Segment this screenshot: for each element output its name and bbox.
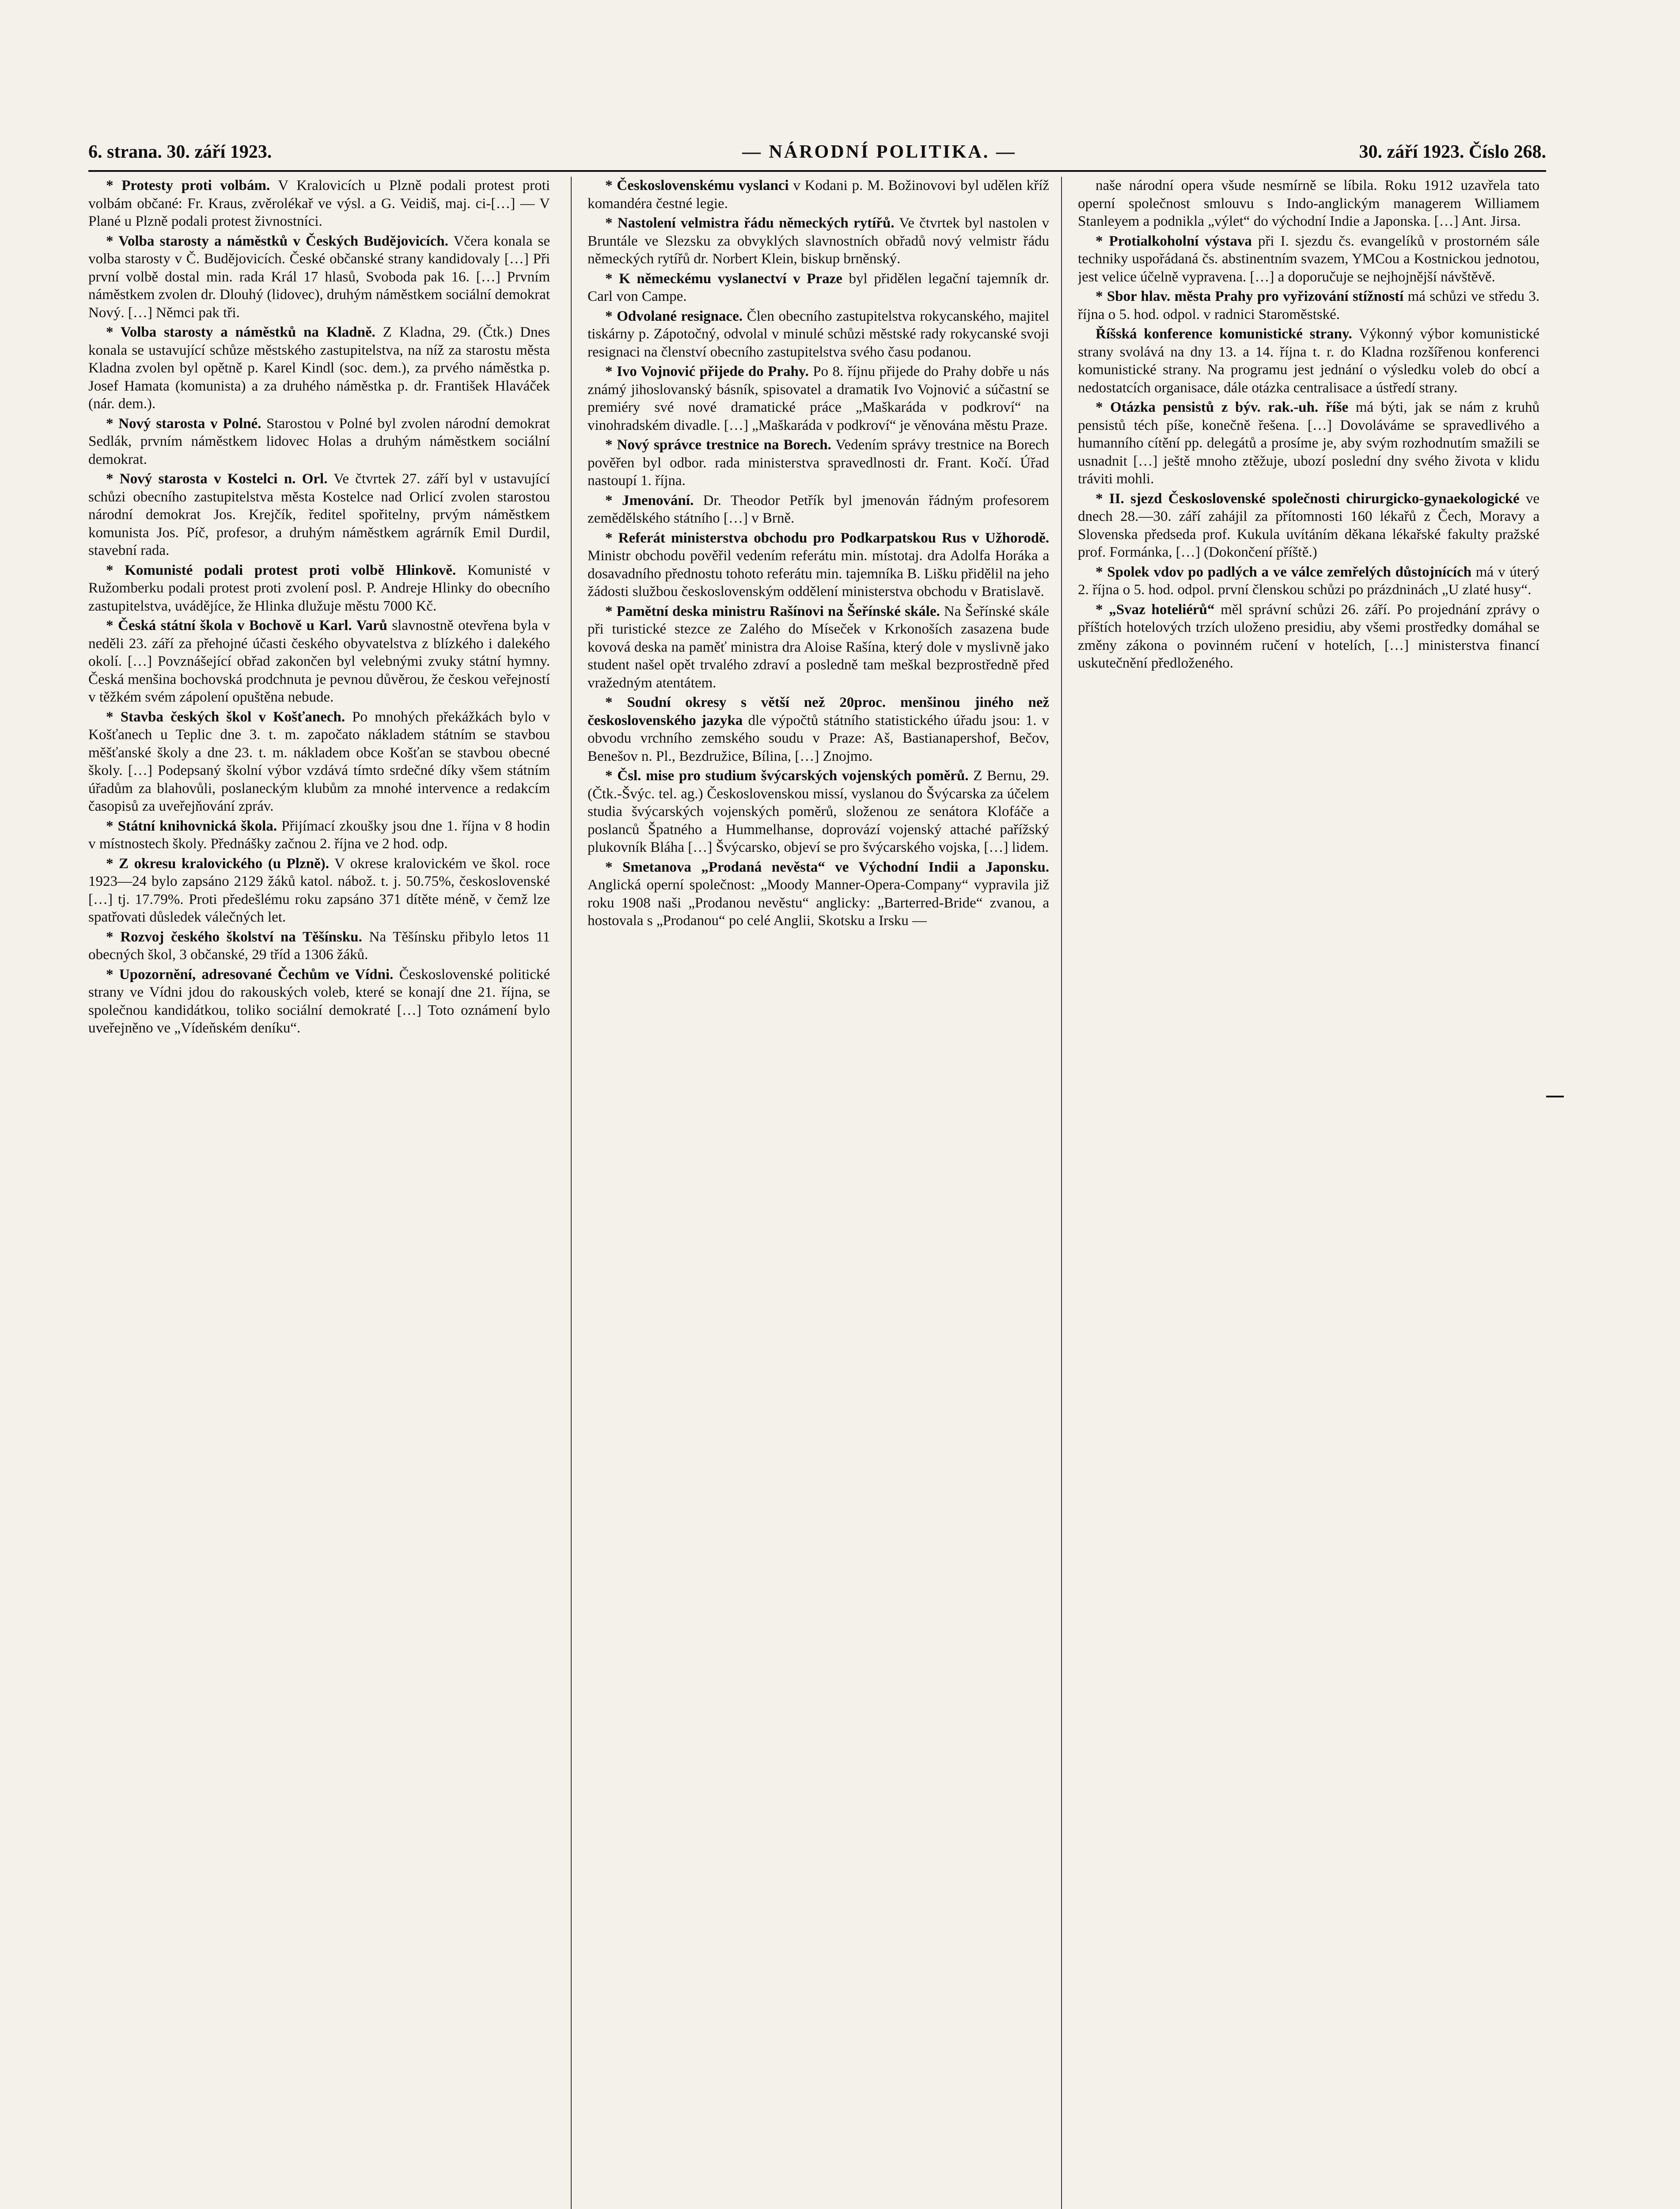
article-text: ve dnech 28.—30. září zahájil za přítomnosti 160 lékařů z Čech, Moravy a Slovenska předseda prof. Kukula uvítáním děkana lékařské fakulty pražské prof. Formánka, […] (Dokončení příště.): [1078, 490, 1540, 560]
article-text: Ministr obchodu pověřil vedením referátu min. místotaj. dra Adolfa Horáka a dosavadního přednostu tohoto referátu min. tajemníka B. Lišku přidělil na jeho žádosti službou československým oddělení ministerstva obchodu v Bratislavě.: [588, 548, 1049, 600]
article: [88, 177, 550, 231]
article: [88, 817, 550, 853]
article: [588, 529, 1049, 601]
article: [88, 470, 550, 560]
article-text: Po 8. říjnu přijede do Prahy dobře u nás známý jihoslovanský básník, spisovatel a dramatik Ivo Vojnović a súčastní se premiéry své nové dramatické práce „Maškaráda v podkroví“ na vinohradském divadle. […] „Maškaráda v podkroví“ je věnována městu Praze.: [588, 364, 1049, 433]
column-2: [588, 177, 1049, 2209]
article-text: Anglická operní společnost: „Moody Manner-Opera-Company“ vypravila již roku 1908 naši „Prodanou nevěstu“ anglicky: „Barterred-Bride“ zvanou, a hostovala s „Prodanou“ po celé Anglii, Skotsku a Irsku —: [588, 877, 1049, 929]
article: [588, 363, 1049, 434]
article: [88, 415, 550, 469]
article-headline: * Nastolení velmistra řádu německých rytířů.: [605, 215, 895, 231]
article-headline: * Nový starosta v Kostelci n. Orl.: [106, 471, 328, 487]
article-text: Přijímací zkoušky jsou dne 1. října v 8 hodin v místnostech školy. Přednášky začnou 2. října ve 2 hod. odp.: [88, 818, 550, 852]
article-headline: * Odvolané resignace.: [605, 308, 743, 324]
article: [88, 323, 550, 413]
article-text: dle výpočtů státního statistického úřadu jsou: 1. v obvodu vrchního zemského soudu v Praze: Aš, Bastianapershof, Bečov, Benešov n. Pl., Bezdružice, Bílina, […] Znojmo.: [588, 712, 1049, 764]
article-headline: * Volba starosty a náměstků v Českých Budějovicích.: [106, 233, 448, 249]
article-text: Československé politické strany ve Vídni jdou do rakouských voleb, které se konají dne 21. října, se společnou kandidátkou, toliko sociální demokraté […] Toto oznámení bylo uveřejněno ve „Vídeňském deníku“.: [88, 966, 550, 1036]
article-headline: * Sbor hlav. města Prahy pro vyřizování stížností: [1096, 288, 1404, 304]
article: [588, 177, 1049, 213]
article-headline: * Ivo Vojnović přijede do Prahy.: [605, 364, 809, 380]
article: [1078, 232, 1540, 286]
column-divider: [571, 177, 572, 2209]
article-text: Včera konala se volba starosty v Č. Budějovicích. České občanské strany kandidovaly […] Při první volbě dostal min. rada Král 17 hlasů, Svoboda pak 16. […] Prvním náměstkem zvolen dr. Dlouhý (lidovec), druhým náměstkem sociální demokrat Nový. […] Němci pak tři.: [88, 233, 550, 321]
article-text: V okrese kralovickém ve škol. roce 1923—24 bylo zapsáno 2129 žáků katol. nábož. t. j. 50.75%, československé […] tj. 17.79%. Proti předešlému roku zapsáno 371 dítěte méně, v čemž lze spatřovati důsledek válečných let.: [88, 855, 550, 925]
article-headline: * Československému vyslanci: [605, 178, 789, 194]
article-text: Komunisté v Ružomberku podali protest proti zvolení posl. P. Andreje Hlinky do obecního zastupitelstva, uvádějíce, že Hlinka dlužuje městu 7000 Kč.: [88, 562, 550, 614]
article-text: Vedením správy trestnice na Borech pověřen byl odbor. rada ministerstva spravedlnosti dr. Frant. Kočí. Úřad nastoupí 1. října.: [588, 437, 1049, 489]
article: [588, 436, 1049, 490]
article-text: naše národní opera všude nesmírně se líbila. Roku 1912 uzavřela tato operní společnost smlouvu s Indo-anglickým managerem Williamem Stanleyem a podnikla „výlet“ do východní Indie a Japonska. […] Ant. Jirsa.: [1078, 178, 1540, 229]
article-headline: * Smetanova „Prodaná nevěsta“ ve Východní Indii a Japonsku.: [605, 859, 1049, 875]
article-text: byl přidělen legační tajemník dr. Carl von Campe.: [588, 270, 1049, 304]
article-text: Na Šeřínské skále při turistické stezce ze Zalého do Míseček v Krkonoších zasazena bude kovová deska na paměť ministra dra Aloise Rašína, který dole v myslivně jako student našel opět trvalého zdraví a posledně tam meškal bezprostředně před vražedným atentátem.: [588, 603, 1049, 691]
article-headline: * Pamětní deska ministru Rašínovi na Šeřínské skále.: [605, 603, 940, 619]
column-3: [1078, 177, 1540, 2209]
article: [1078, 177, 1540, 231]
article-headline: Říšská konference komunistické strany.: [1096, 326, 1352, 342]
article: [88, 617, 550, 706]
article-headline: * „Svaz hoteliérů“: [1096, 601, 1215, 618]
header-masthead: — NÁRODNÍ POLITIKA. —: [742, 142, 1016, 162]
article: [88, 928, 550, 964]
article: [588, 858, 1049, 930]
article-text: při I. sjezdu čs. evangelíků v prostorném sále techniky uspořádaná čs. abstinentním svazem, YMCou a Kostnickou jednotou, jest velice účelně vypravena. […] a doporučuje se nejhojnější návštěvě.: [1078, 233, 1540, 285]
article: [588, 767, 1049, 857]
article-text: Po mnohých překážkách bylo v Košťanech u Teplic dne 3. t. m. započato nákladem státním se stavbou měšťanské školy a dne 23. t. m. nákladem obce Košťan se stavbou obecné školy. […] Podepsaný školní výbor vzdává tímto srdečné díky všem státním úřadům za blahovůli, poslaneckým klubům za mnohé intervence a redakcím časopisů za uveřejňování zpráv.: [88, 709, 550, 814]
article: [1078, 399, 1540, 488]
column-divider: [1061, 177, 1062, 2209]
article-headline: * Protialkoholní výstava: [1096, 233, 1252, 249]
column-1: [88, 177, 550, 2209]
article-text: má v úterý 2. října o 5. hod. odpol. první členskou schůzi po prázdninách „U zlaté husy“.: [1078, 564, 1540, 598]
article-headline: * Otázka pensistů z býv. rak.-uh. říše: [1096, 399, 1349, 415]
article-headline: * Stavba českých škol v Košťanech.: [106, 709, 345, 725]
article: [588, 603, 1049, 692]
article: [1078, 563, 1540, 599]
article: [88, 562, 550, 615]
article-headline: * Čsl. mise pro studium švýcarských vojenských poměrů.: [605, 768, 969, 784]
header-left: 6. strana. 30. září 1923.: [88, 142, 272, 162]
article-text: Z Bernu, 29. (Čtk.-Švýc. tel. ag.) Československou missí, vyslanou do Švýcarska za účelem studia švýcarských vojenských poměrů, složenou ze senátora Klofáče a poslanců Špatného a Hummelhanse, doprovází vojenský attaché pařížský plukovník Bláha […] Švýcarsko, objeví se pro švýcarského vojska, […] lidem.: [588, 768, 1049, 855]
article: [88, 966, 550, 1037]
article-headline: * Státní knihovnická škola.: [106, 818, 277, 834]
article-text: Na Těšínsku přibylo letos 11 obecných škol, 3 občanské, 29 tříd a 1306 žáků.: [88, 929, 550, 963]
article: [588, 214, 1049, 268]
article-text: slavnostně otevřena byla v neděli 23. září za přehojné účasti českého obyvatelstva z blízkého i dalekého okolí. […] Povznášející obřad zakončen byl velebnými zvuky státní hymny. Česká menšina bochovská prodchnuta je pevnou důvěrou, že českou veřejností v těžkém svém zápolení opuštěna nebude.: [88, 618, 550, 705]
article-headline: * Rozvoj českého školství na Těšínsku.: [106, 929, 362, 945]
article: [88, 708, 550, 816]
article-headline: * Nový starosta v Polné.: [106, 415, 262, 432]
article-text: Ve čtvrtek byl nastolen v Bruntále ve Slezsku za obvyklých slavnostních obřadů nový velmistr řádu německých rytířů dr. Norbert Klein, biskup brněnský.: [588, 215, 1049, 267]
article-text: Dr. Theodor Petřík byl jmenován řádným profesorem zemědělského státního […] v Brně.: [588, 492, 1049, 526]
article-text: Ve čtvrtek 27. září byl v ustavující schůzi obecního zastupitelstva města Kostelce nad Orlicí zvolen starostou národní demokrat Jos. Krejčík, ředitel spořitelny, prvým náměstkem komunista Jos. Píč, profesor, a druhým náměstkem agrárník Emil Durdil, stavební rada.: [88, 471, 550, 558]
article-headline: * Soudní okresy s větší než 20proc. menšinou jiného než československého jazyka: [588, 695, 1049, 729]
article-headline: * Volba starosty a náměstků na Kladně.: [106, 324, 375, 340]
article-headline: * Jmenování.: [605, 492, 694, 509]
article-text: Člen obecního zastupitelstva rokycanského, majitel tiskárny p. Zápotočný, odvolal v minulé schůzi městské rady rokycanské svoji resignaci na členství obecního zastupitelstva svého času podanou.: [588, 308, 1049, 360]
article-text: V Kralovicích u Plzně podali protest proti volbám občané: Fr. Kraus, zvěrolékař ve výsl. a G. Veidiš, maj. ci-[…] — V Plané u Plzně podali protest živnostníci.: [88, 178, 550, 229]
article-text: Starostou v Polné byl zvolen národní demokrat Sedlák, prvním náměstkem lidovec Holas a druhým náměstkem sociální demokrat.: [88, 415, 550, 467]
article: [588, 307, 1049, 361]
article-text: měl správní schůzi 26. září. Po projednání zprávy o příštích hotelových trzích uloženo presidiu, aby všemi prostředky domáhal se změny zákona o povinném ručení v hotelích, […] ministerstva financí uskutečnění předloženého.: [1078, 601, 1540, 671]
article-headline: * Spolek vdov po padlých a ve válce zemřelých důstojnících: [1096, 564, 1471, 580]
article: [1078, 490, 1540, 562]
article: [588, 270, 1049, 306]
article: [1078, 601, 1540, 672]
article-text: má schůzi ve středu 3. října o 5. hod. odpol. v radnici Staroměstské.: [1078, 288, 1540, 323]
article-headline: * Česká státní škola v Bochově u Karl. Varů: [106, 618, 387, 634]
article: [1078, 288, 1540, 323]
article-headline: * II. sjezd Československé společnosti chirurgicko-gynaekologické: [1096, 490, 1520, 507]
article-headline: * Komunisté podali protest proti volbě Hlinkově.: [106, 562, 456, 578]
article: [588, 492, 1049, 528]
article-text: Výkonný výbor komunistické strany svolává na dny 13. a 14. října t. r. do Kladna rozšířenou konferenci komunistické strany. Na programu jest jednání o výsledku voleb do obcí a nedostatcích organisace, dále otázka centralisace a ústředí strany.: [1078, 326, 1540, 396]
article: [588, 694, 1049, 765]
article: [88, 855, 550, 926]
page-header: [88, 141, 1546, 168]
article-headline: * Nový správce trestnice na Borech.: [605, 437, 831, 453]
article: [1078, 325, 1540, 397]
article-text: má býti, jak se nám z kruhů pensistů téch píše, konečně řešena. […] Dovoláváme se spravedlivého a humanního cítění pp. delegátů a prosíme je, aby svým rozhodnutím smažili se usnadnit […] ještě mnoho ztěžuje, ubozí poslední dny svého života v klidu tráviti mohli.: [1078, 399, 1540, 487]
header-rule: [88, 170, 1546, 172]
article-headline: * Protesty proti volbám.: [106, 178, 270, 194]
article-headline: * K německému vyslanectví v Praze: [605, 270, 842, 287]
article-headline: * Z okresu kralovického (u Plzně).: [106, 855, 329, 872]
scan-mark: [1546, 1096, 1564, 1097]
article-headline: * Referát ministerstva obchodu pro Podkarpatskou Rus v Užhorodě.: [605, 530, 1049, 546]
article: [88, 232, 550, 322]
article-text: v Kodani p. M. Božinovovi byl udělen kříž komandéra čestné legie.: [588, 178, 1049, 212]
article-text: Z Kladna, 29. (Čtk.) Dnes konala se ustavující schůze městského zastupitelstva, na níž za starostu města Kladna zvolen byl opětně p. Karel Kindl (soc. dem.), za prvého náměstka p. Josef Hamata (komunista) a za druhého náměstka p. dr. František Hlaváček (nár. dem.).: [88, 324, 550, 412]
article-headline: * Upozornění, adresované Čechům ve Vídni.: [106, 966, 394, 983]
header-right: 30. září 1923. Číslo 268.: [1359, 142, 1546, 162]
